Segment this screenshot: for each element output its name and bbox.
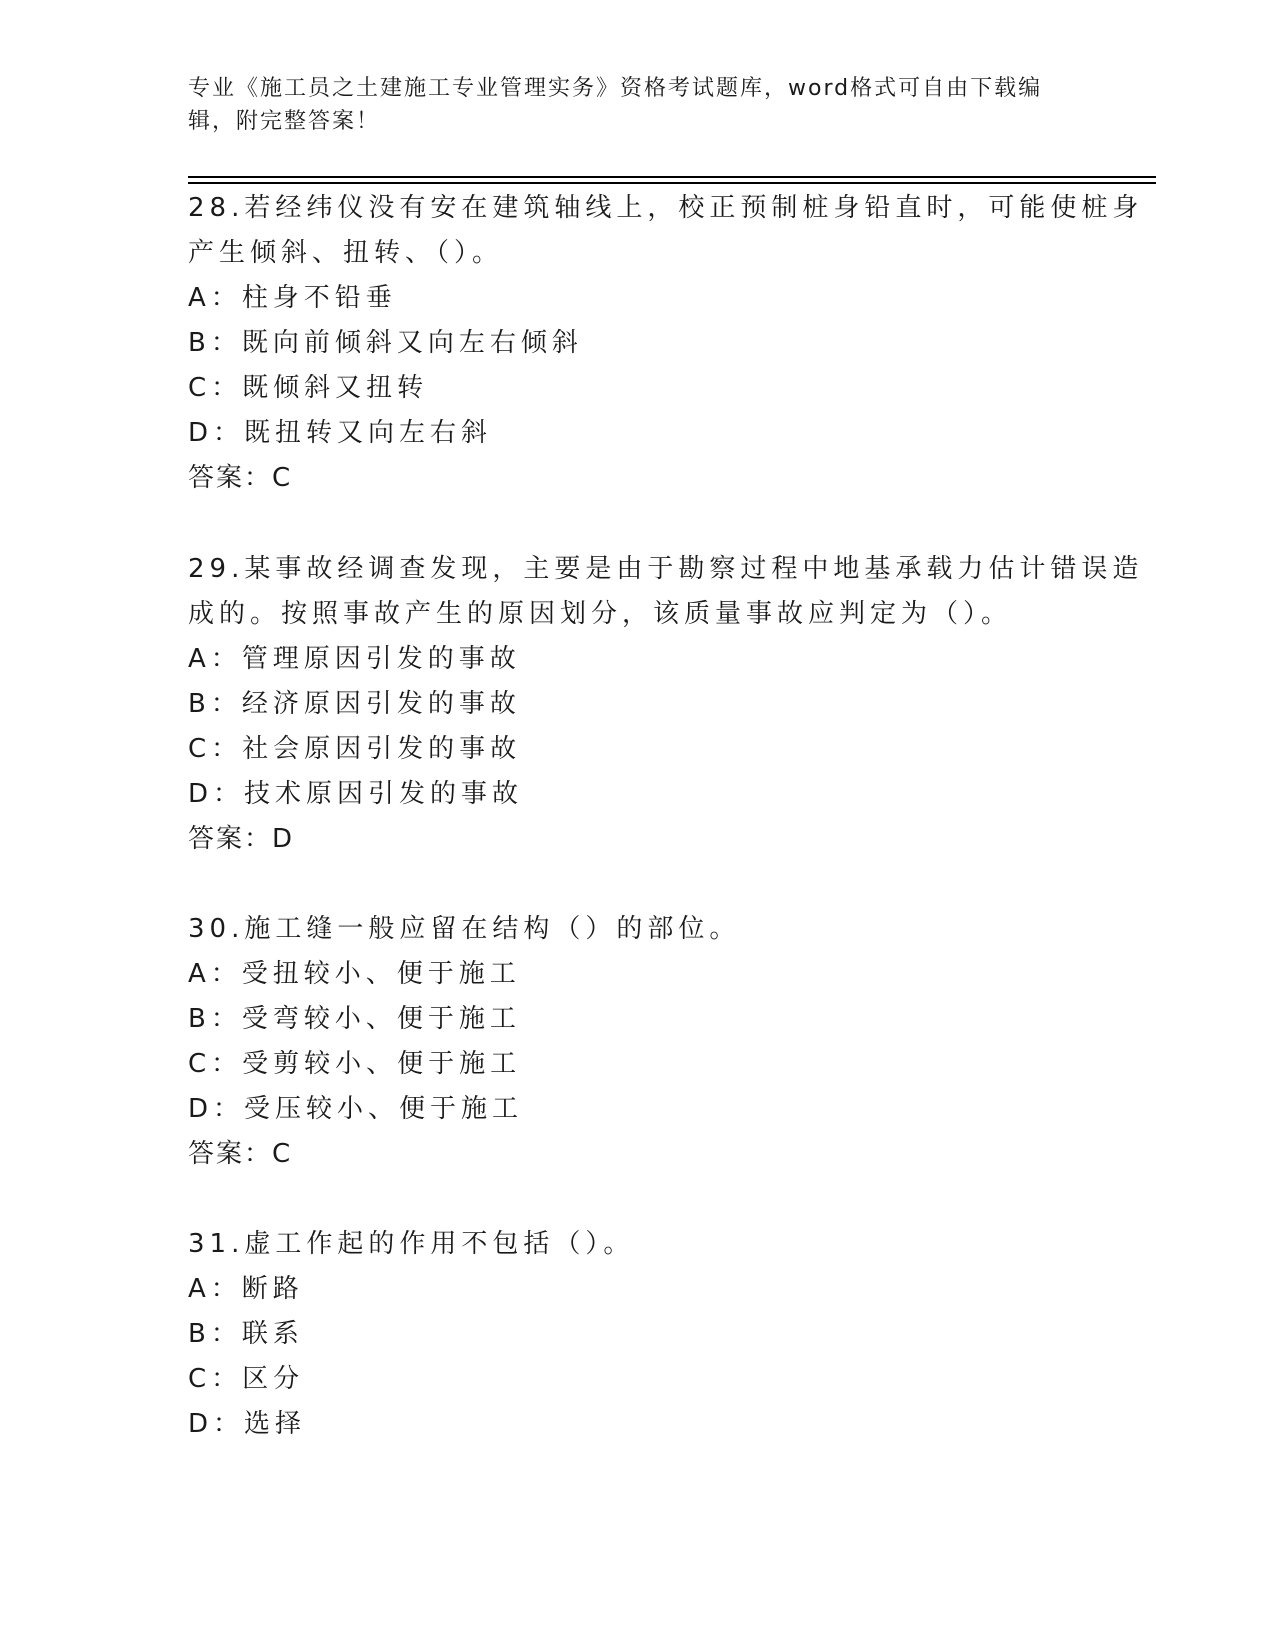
question-29-option-b: B：经济原因引发的事故 bbox=[188, 689, 521, 719]
header-divider-bottom bbox=[188, 182, 1156, 184]
question-29-option-c: C：社会原因引发的事故 bbox=[188, 734, 522, 764]
question-30-stem-line-1: 30.施工缝一般应留在结构（）的部位。 bbox=[188, 914, 741, 944]
question-31-option-c: C：区分 bbox=[188, 1364, 305, 1394]
question-29-stem-line-1: 29.某事故经调查发现，主要是由于勘察过程中地基承载力估计错误造 bbox=[188, 554, 1144, 584]
question-28-answer: 答案：C bbox=[188, 463, 293, 493]
question-30-option-a: A：受扭较小、便于施工 bbox=[188, 959, 521, 989]
document-header: 专业《施工员之土建施工专业管理实务》资格考试题库，word格式可自由下载编辑，附完整答案！ bbox=[188, 76, 1043, 134]
question-31-stem-line-1: 31.虚工作起的作用不包括（）。 bbox=[188, 1229, 635, 1259]
question-28-option-a: A：柱身不铅垂 bbox=[188, 283, 397, 313]
question-30-option-c: C：受剪较小、便于施工 bbox=[188, 1049, 522, 1079]
question-29-stem-line-2: 成的。按照事故产生的原因划分，该质量事故应判定为（）。 bbox=[188, 599, 1013, 629]
question-28-stem-line-1: 28.若经纬仪没有安在建筑轴线上，校正预制桩身铅直时，可能使桩身 bbox=[188, 193, 1144, 223]
question-28-option-c: C：既倾斜又扭转 bbox=[188, 373, 429, 403]
question-31-option-a: A：断路 bbox=[188, 1274, 304, 1304]
question-30-option-b: B：受弯较小、便于施工 bbox=[188, 1004, 521, 1034]
question-29-option-a: A：管理原因引发的事故 bbox=[188, 644, 521, 674]
question-31-option-d: D：选择 bbox=[188, 1409, 307, 1439]
question-29-option-d: D：技术原因引发的事故 bbox=[188, 779, 524, 809]
question-30-answer: 答案：C bbox=[188, 1139, 293, 1169]
question-28-option-d: D：既扭转又向左右斜 bbox=[188, 418, 493, 448]
question-28-stem-line-2: 产生倾斜、扭转、（）。 bbox=[188, 238, 504, 268]
header-divider-top bbox=[188, 176, 1156, 178]
question-28-option-b: B：既向前倾斜又向左右倾斜 bbox=[188, 328, 583, 358]
question-30-option-d: D：受压较小、便于施工 bbox=[188, 1094, 524, 1124]
question-29-answer: 答案：D bbox=[188, 824, 295, 854]
question-31-option-b: B：联系 bbox=[188, 1319, 304, 1349]
